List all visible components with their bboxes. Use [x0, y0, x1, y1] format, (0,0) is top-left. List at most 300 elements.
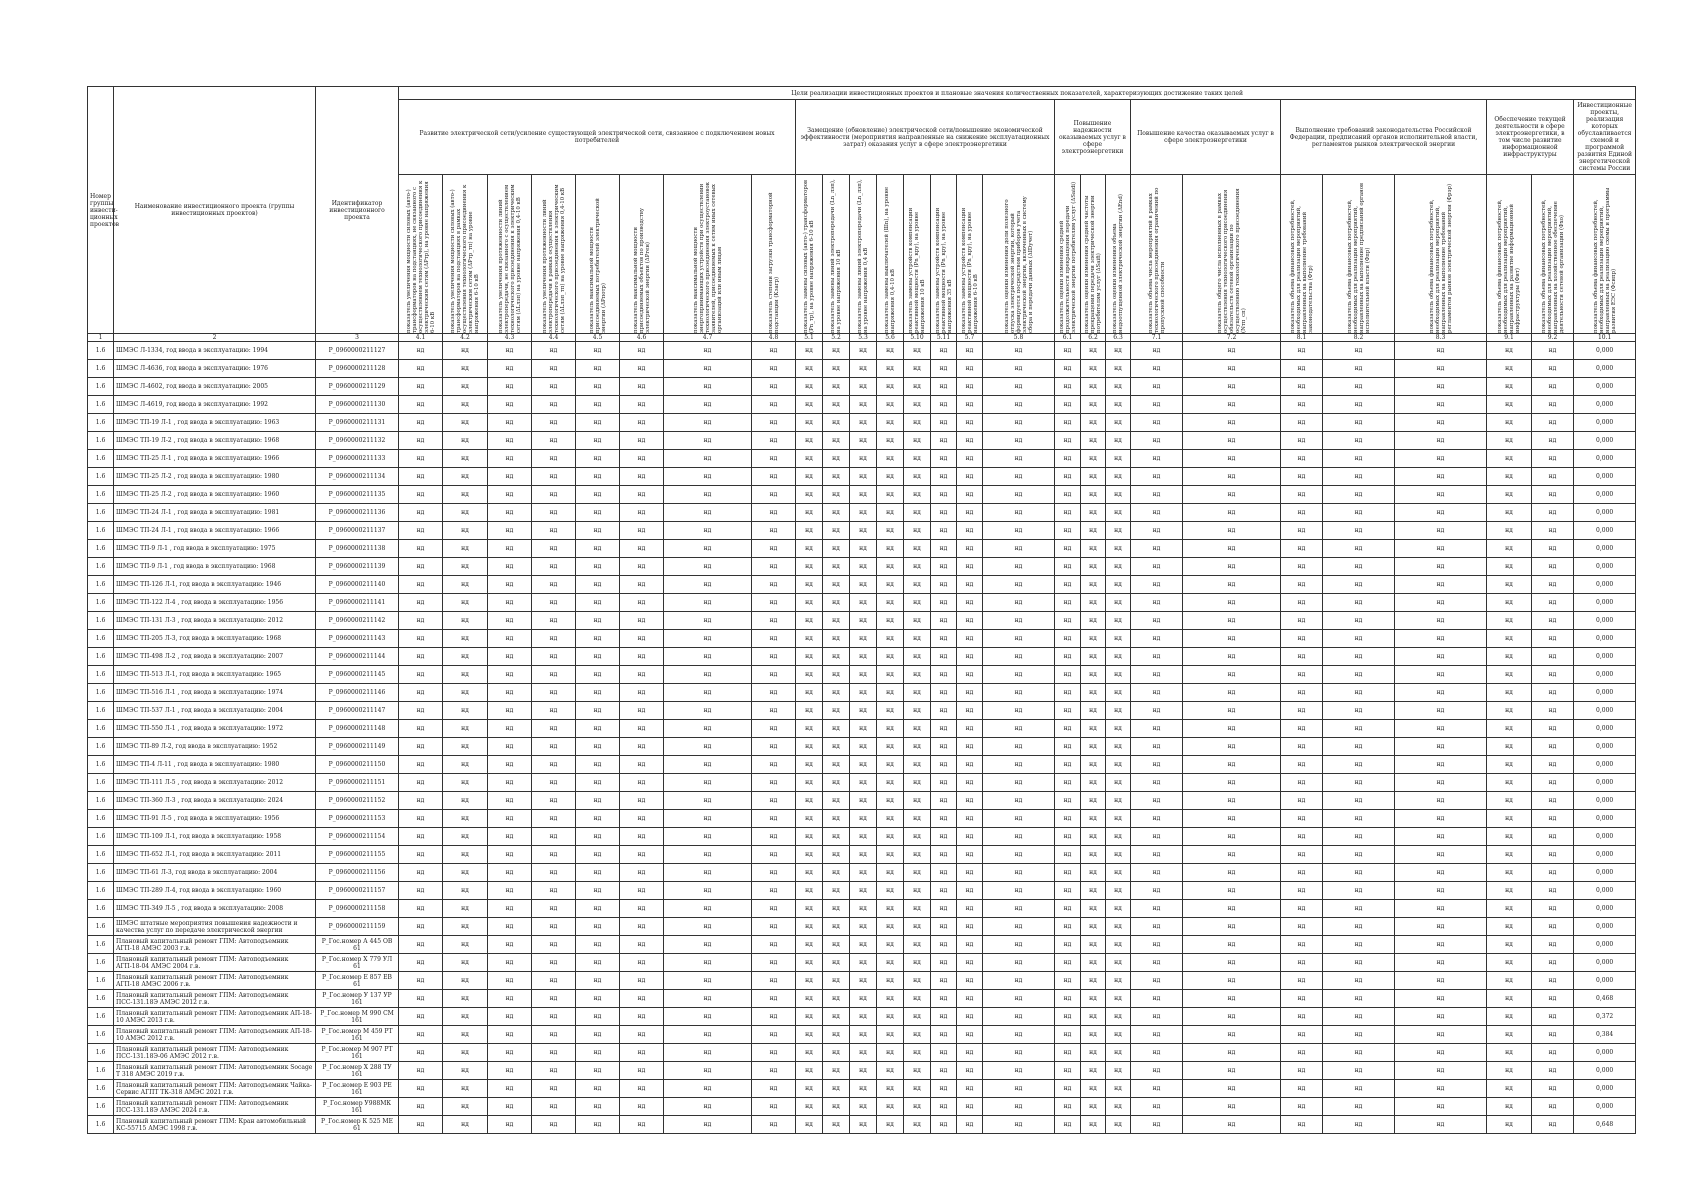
value-cell: нд — [1532, 918, 1574, 936]
value-cell: нд — [877, 756, 904, 774]
financial-need-cell: 0,000 — [1574, 576, 1636, 594]
value-cell: нд — [1106, 630, 1131, 648]
value-cell: нд — [957, 486, 983, 504]
value-cell: нд — [796, 918, 823, 936]
value-cell: нд — [443, 468, 488, 486]
project-name-cell: ШМЭС ТП-4 Л-11 , год ввода в эксплуатацию: 1980 — [114, 756, 316, 774]
value-cell: нд — [904, 756, 931, 774]
group-number-cell: 1.6 — [88, 738, 114, 756]
table-row — [88, 774, 1636, 792]
financial-need-cell: 0,000 — [1574, 486, 1636, 504]
column-number: 5.3 — [850, 334, 877, 342]
indicator-header — [796, 175, 823, 334]
project-name-cell: Плановый капитальный ремонт ГПМ: Автоподъемник АП-18-10 АМЭС 2013 г.в. — [114, 1008, 316, 1026]
value-cell: нд — [1281, 648, 1323, 666]
value-cell: нд — [957, 756, 983, 774]
value-cell: нд — [796, 576, 823, 594]
value-cell: нд — [823, 414, 850, 432]
value-cell: нд — [931, 468, 957, 486]
table-row — [88, 450, 1636, 468]
value-cell: нд — [1323, 918, 1395, 936]
value-cell: нд — [664, 756, 752, 774]
value-cell: нд — [620, 468, 664, 486]
value-cell: нд — [796, 522, 823, 540]
value-cell: нд — [796, 936, 823, 954]
group-number-cell: 1.6 — [88, 522, 114, 540]
group-number-cell: 1.6 — [88, 360, 114, 378]
value-cell: нд — [1487, 756, 1532, 774]
value-cell: нд — [983, 882, 1055, 900]
value-cell: нд — [1106, 576, 1131, 594]
value-cell: нд — [488, 540, 532, 558]
value-cell: нд — [576, 522, 620, 540]
value-cell: нд — [443, 486, 488, 504]
value-cell: нд — [796, 828, 823, 846]
value-cell: нд — [796, 1026, 823, 1044]
value-cell: нд — [1131, 972, 1183, 990]
value-cell: нд — [664, 504, 752, 522]
value-cell: нд — [443, 900, 488, 918]
value-cell: нд — [1183, 630, 1281, 648]
value-cell: нд — [443, 882, 488, 900]
value-cell: нд — [752, 1044, 796, 1062]
group-number-cell: 1.6 — [88, 846, 114, 864]
value-cell: нд — [488, 558, 532, 576]
table-row — [88, 1098, 1636, 1116]
project-id-cell: P_0960000211129 — [316, 378, 399, 396]
value-cell: нд — [1395, 720, 1487, 738]
value-cell: нд — [877, 882, 904, 900]
value-cell: нд — [904, 396, 931, 414]
project-name-cell: ШМЭС ТП-205 Л-3, год ввода в эксплуатацию: 1968 — [114, 630, 316, 648]
value-cell: нд — [1323, 720, 1395, 738]
value-cell: нд — [983, 810, 1055, 828]
value-cell: нд — [1183, 1026, 1281, 1044]
value-cell: нд — [983, 486, 1055, 504]
value-cell: нд — [1323, 468, 1395, 486]
project-id-cell: P_Гос.номер М 907 РТ 161 — [316, 1044, 399, 1062]
value-cell: нд — [850, 1008, 877, 1026]
value-cell: нд — [850, 450, 877, 468]
value-cell: нд — [957, 504, 983, 522]
value-cell: нд — [1131, 504, 1183, 522]
value-cell: нд — [532, 522, 576, 540]
table-row — [88, 378, 1636, 396]
value-cell: нд — [443, 1026, 488, 1044]
value-cell: нд — [1532, 360, 1574, 378]
value-cell: нд — [1281, 846, 1323, 864]
value-cell: нд — [399, 1026, 443, 1044]
value-cell: нд — [576, 558, 620, 576]
value-cell: нд — [576, 594, 620, 612]
indicator-header — [620, 175, 664, 334]
project-name-cell: Плановый капитальный ремонт ГПМ: Автоподъемник АГП-18 АМЭС 2003 г.в. — [114, 936, 316, 954]
value-cell: нд — [1106, 1008, 1131, 1026]
value-cell: нд — [1395, 1116, 1487, 1134]
indicator-label: показатель замены устройств компенсации реактивной мощности (Pn_кру), на уровне напряжения 10 кВ — [908, 207, 926, 333]
value-cell: нд — [664, 882, 752, 900]
value-cell: нд — [877, 396, 904, 414]
value-cell: нд — [1183, 432, 1281, 450]
value-cell: нд — [957, 468, 983, 486]
value-cell: нд — [1395, 1080, 1487, 1098]
value-cell: нд — [1055, 846, 1081, 864]
value-cell: нд — [1131, 810, 1183, 828]
value-cell: нд — [957, 666, 983, 684]
value-cell: нд — [983, 990, 1055, 1008]
project-id-cell: P_0960000211149 — [316, 738, 399, 756]
value-cell: нд — [1081, 1026, 1106, 1044]
value-cell: нд — [1487, 990, 1532, 1008]
value-cell: нд — [1131, 846, 1183, 864]
value-cell: нд — [664, 1026, 752, 1044]
value-cell: нд — [877, 1116, 904, 1134]
value-cell: нд — [399, 756, 443, 774]
value-cell: нд — [1081, 396, 1106, 414]
value-cell: нд — [576, 864, 620, 882]
value-cell: нд — [1487, 666, 1532, 684]
value-cell: нд — [664, 720, 752, 738]
column-number: 5.8 — [983, 334, 1055, 342]
indicator-header — [850, 175, 877, 334]
value-cell: нд — [904, 612, 931, 630]
value-cell: нд — [1532, 1116, 1574, 1134]
value-cell: нд — [1106, 522, 1131, 540]
value-cell: нд — [957, 1098, 983, 1116]
financial-need-cell: 0,000 — [1574, 396, 1636, 414]
financial-need-cell: 0,000 — [1574, 414, 1636, 432]
value-cell: нд — [576, 702, 620, 720]
value-cell: нд — [1487, 900, 1532, 918]
value-cell: нд — [1131, 702, 1183, 720]
value-cell: нд — [532, 360, 576, 378]
value-cell: нд — [1281, 468, 1323, 486]
value-cell: нд — [877, 576, 904, 594]
value-cell: нд — [796, 450, 823, 468]
value-cell: нд — [1183, 648, 1281, 666]
value-cell: нд — [1395, 990, 1487, 1008]
project-id-cell: P_Гос.номер А 445 ОВ 61 — [316, 936, 399, 954]
value-cell: нд — [931, 756, 957, 774]
value-cell: нд — [1183, 576, 1281, 594]
value-cell: нд — [957, 1044, 983, 1062]
value-cell: нд — [1323, 738, 1395, 756]
value-cell: нд — [443, 936, 488, 954]
financial-need-cell: 0,000 — [1574, 612, 1636, 630]
value-cell: нд — [620, 342, 664, 360]
value-cell: нд — [957, 576, 983, 594]
value-cell: нд — [752, 414, 796, 432]
value-cell: нд — [443, 1080, 488, 1098]
value-cell: нд — [1532, 540, 1574, 558]
value-cell: нд — [399, 774, 443, 792]
value-cell: нд — [983, 1008, 1055, 1026]
value-cell: нд — [664, 396, 752, 414]
value-cell: нд — [983, 468, 1055, 486]
value-cell: нд — [1487, 504, 1532, 522]
group-number-cell: 1.6 — [88, 432, 114, 450]
value-cell: нд — [488, 522, 532, 540]
value-cell: нд — [1487, 792, 1532, 810]
value-cell: нд — [823, 558, 850, 576]
value-cell: нд — [664, 990, 752, 1008]
value-cell: нд — [796, 684, 823, 702]
project-name-cell: ШМЭС штатные мероприятия повышения надежности и качества услуг по передаче электрической энергии — [114, 918, 316, 936]
value-cell: нд — [1395, 684, 1487, 702]
project-id-cell: P_0960000211146 — [316, 684, 399, 702]
value-cell: нд — [399, 450, 443, 468]
value-cell: нд — [957, 594, 983, 612]
value-cell: нд — [904, 576, 931, 594]
value-cell: нд — [1106, 738, 1131, 756]
value-cell: нд — [1055, 1098, 1081, 1116]
value-cell: нд — [850, 882, 877, 900]
value-cell: нд — [877, 378, 904, 396]
value-cell: нд — [1106, 684, 1131, 702]
value-cell: нд — [752, 504, 796, 522]
value-cell: нд — [532, 864, 576, 882]
value-cell: нд — [904, 540, 931, 558]
value-cell: нд — [983, 666, 1055, 684]
target-group-header: Развитие электрической сети/усиление существующей электрической сети, связанное с подключением новых потребителей — [399, 100, 796, 175]
financial-need-cell: 0,000 — [1574, 630, 1636, 648]
value-cell: нд — [1106, 648, 1131, 666]
value-cell: нд — [488, 396, 532, 414]
value-cell: нд — [957, 846, 983, 864]
value-cell: нд — [877, 972, 904, 990]
value-cell: нд — [850, 522, 877, 540]
value-cell: нд — [957, 360, 983, 378]
value-cell: нд — [957, 738, 983, 756]
indicator-label: показатель объема финансовых потребностей, необходимых для реализации мероприятий, направленных на выполнение требований регламентов рынков электрической энергии (Фрэр) — [1428, 183, 1453, 333]
value-cell: нд — [752, 396, 796, 414]
financial-need-cell: 0,000 — [1574, 918, 1636, 936]
column-number: 6.1 — [1055, 334, 1081, 342]
value-cell: нд — [877, 990, 904, 1008]
table-row — [88, 522, 1636, 540]
value-cell: нд — [1081, 774, 1106, 792]
indicator-label: показатель увеличения мощности силовых (авто-) трансформаторов на подстанциях в рамках осуществления технологического присоединения к электрическим сетям (ΔPтр_тп) на уровне напряжения 6-10 кВ — [450, 184, 480, 333]
group-number-cell: 1.6 — [88, 414, 114, 432]
indicator-label: показатель объема финансовых потребностей, необходимых для реализации мероприятий, направленных на выполнение предписаний органов исполнительной власти (Фпр) — [1346, 183, 1371, 333]
value-cell: нд — [850, 810, 877, 828]
value-cell: нд — [488, 1026, 532, 1044]
value-cell: нд — [983, 936, 1055, 954]
value-cell: нд — [877, 594, 904, 612]
table-row — [88, 630, 1636, 648]
value-cell: нд — [1395, 342, 1487, 360]
value-cell: нд — [904, 468, 931, 486]
value-cell: нд — [904, 1098, 931, 1116]
value-cell: нд — [1532, 576, 1574, 594]
value-cell: нд — [399, 936, 443, 954]
project-id-cell: P_0960000211148 — [316, 720, 399, 738]
value-cell: нд — [620, 558, 664, 576]
table-row — [88, 720, 1636, 738]
value-cell: нд — [1395, 360, 1487, 378]
value-cell: нд — [850, 864, 877, 882]
table-row — [88, 360, 1636, 378]
value-cell: нд — [752, 378, 796, 396]
value-cell: нд — [1395, 396, 1487, 414]
group-number-cell: 1.6 — [88, 864, 114, 882]
value-cell: нд — [1323, 828, 1395, 846]
indicator-label: показатель объема финансовых потребностей, необходимых для реализации мероприятий, направленных на выполнение требований законодательства (Фтр) — [1289, 199, 1314, 333]
project-name-cell: Плановый капитальный ремонт ГПМ: Автоподъемник ПСС-131.18Э-06 АМЭС 2012 г.в. — [114, 1044, 316, 1062]
value-cell: нд — [752, 792, 796, 810]
value-cell: нд — [1055, 756, 1081, 774]
value-cell: нд — [532, 576, 576, 594]
value-cell: нд — [664, 594, 752, 612]
value-cell: нд — [1395, 378, 1487, 396]
column-number: 4.8 — [752, 334, 796, 342]
value-cell: нд — [1081, 378, 1106, 396]
value-cell: нд — [823, 846, 850, 864]
value-cell: нд — [1395, 450, 1487, 468]
value-cell: нд — [1395, 540, 1487, 558]
value-cell: нд — [576, 396, 620, 414]
value-cell: нд — [1281, 864, 1323, 882]
value-cell: нд — [532, 486, 576, 504]
value-cell: нд — [1131, 918, 1183, 936]
value-cell: нд — [443, 1098, 488, 1116]
table-row — [88, 576, 1636, 594]
value-cell: нд — [532, 432, 576, 450]
value-cell: нд — [399, 558, 443, 576]
group-number-cell: 1.6 — [88, 900, 114, 918]
group-number-cell: 1.6 — [88, 342, 114, 360]
value-cell: нд — [576, 990, 620, 1008]
value-cell: нд — [1131, 378, 1183, 396]
project-id-cell: P_0960000211134 — [316, 468, 399, 486]
value-cell: нд — [399, 1116, 443, 1134]
indicator-header — [443, 175, 488, 334]
value-cell: нд — [796, 486, 823, 504]
value-cell: нд — [443, 612, 488, 630]
value-cell: нд — [1131, 432, 1183, 450]
value-cell: нд — [1532, 684, 1574, 702]
value-cell: нд — [823, 666, 850, 684]
value-cell: нд — [931, 684, 957, 702]
value-cell: нд — [1532, 1080, 1574, 1098]
table-row — [88, 1026, 1636, 1044]
column-number: 5.11 — [931, 334, 957, 342]
financial-need-cell: 0,000 — [1574, 774, 1636, 792]
value-cell: нд — [1081, 1080, 1106, 1098]
value-cell: нд — [1323, 450, 1395, 468]
value-cell: нд — [983, 1080, 1055, 1098]
value-cell: нд — [877, 954, 904, 972]
value-cell: нд — [1055, 1116, 1081, 1134]
value-cell: нд — [752, 1008, 796, 1026]
value-cell: нд — [983, 450, 1055, 468]
value-cell: нд — [877, 792, 904, 810]
table-row — [88, 828, 1636, 846]
value-cell: нд — [957, 720, 983, 738]
value-cell: нд — [850, 360, 877, 378]
value-cell: нд — [931, 936, 957, 954]
value-cell: нд — [1055, 936, 1081, 954]
value-cell: нд — [1106, 828, 1131, 846]
value-cell: нд — [576, 666, 620, 684]
value-cell: нд — [796, 882, 823, 900]
value-cell: нд — [1081, 990, 1106, 1008]
value-cell: нд — [1395, 630, 1487, 648]
value-cell: нд — [1281, 594, 1323, 612]
indicator-header — [1487, 175, 1532, 334]
value-cell: нд — [752, 918, 796, 936]
value-cell: нд — [1532, 1062, 1574, 1080]
group-number-cell: 1.6 — [88, 918, 114, 936]
project-id-cell: P_Гос.номер Х 288 ТУ 161 — [316, 1062, 399, 1080]
project-id-cell: P_0960000211133 — [316, 450, 399, 468]
value-cell: нд — [664, 1116, 752, 1134]
value-cell: нд — [752, 342, 796, 360]
value-cell: нд — [1395, 972, 1487, 990]
value-cell: нд — [1131, 540, 1183, 558]
value-cell: нд — [823, 360, 850, 378]
value-cell: нд — [823, 882, 850, 900]
value-cell: нд — [1487, 774, 1532, 792]
value-cell: нд — [823, 756, 850, 774]
value-cell: нд — [1081, 504, 1106, 522]
value-cell: нд — [931, 972, 957, 990]
column-number: 4.7 — [664, 334, 752, 342]
value-cell: нд — [532, 630, 576, 648]
value-cell: нд — [1055, 612, 1081, 630]
value-cell: нд — [1055, 648, 1081, 666]
value-cell: нд — [823, 648, 850, 666]
value-cell: нд — [399, 576, 443, 594]
value-cell: нд — [850, 954, 877, 972]
value-cell: нд — [620, 756, 664, 774]
value-cell: нд — [904, 1008, 931, 1026]
value-cell: нд — [1395, 1026, 1487, 1044]
value-cell: нд — [664, 414, 752, 432]
value-cell: нд — [532, 342, 576, 360]
value-cell: нд — [823, 738, 850, 756]
value-cell: нд — [1055, 828, 1081, 846]
value-cell: нд — [752, 360, 796, 378]
project-id-cell: P_0960000211141 — [316, 594, 399, 612]
value-cell: нд — [576, 738, 620, 756]
value-cell: нд — [620, 504, 664, 522]
value-cell: нд — [1106, 918, 1131, 936]
value-cell: нд — [796, 1044, 823, 1062]
value-cell: нд — [796, 954, 823, 972]
value-cell: нд — [620, 1044, 664, 1062]
value-cell: нд — [1323, 1080, 1395, 1098]
value-cell: нд — [931, 522, 957, 540]
value-cell: нд — [1281, 972, 1323, 990]
value-cell: нд — [752, 630, 796, 648]
value-cell: нд — [1081, 828, 1106, 846]
value-cell: нд — [1081, 720, 1106, 738]
value-cell: нд — [931, 360, 957, 378]
value-cell: нд — [1183, 468, 1281, 486]
column-number: 3 — [316, 334, 399, 342]
value-cell: нд — [904, 594, 931, 612]
group-number-cell: 1.6 — [88, 378, 114, 396]
value-cell: нд — [443, 864, 488, 882]
value-cell: нд — [399, 612, 443, 630]
value-cell: нд — [1487, 936, 1532, 954]
value-cell: нд — [850, 1044, 877, 1062]
column-number: 9.1 — [1487, 334, 1532, 342]
group-number-cell: 1.6 — [88, 540, 114, 558]
value-cell: нд — [1081, 486, 1106, 504]
indicator-label: показатель увеличения мощности силовых (авто-) трансформаторов на подстанциях, не связанного с осуществлением технологического присоединения к электрическим сетям (ΔPтр), на уровне напряжения 6-10 кВ — [405, 180, 436, 333]
